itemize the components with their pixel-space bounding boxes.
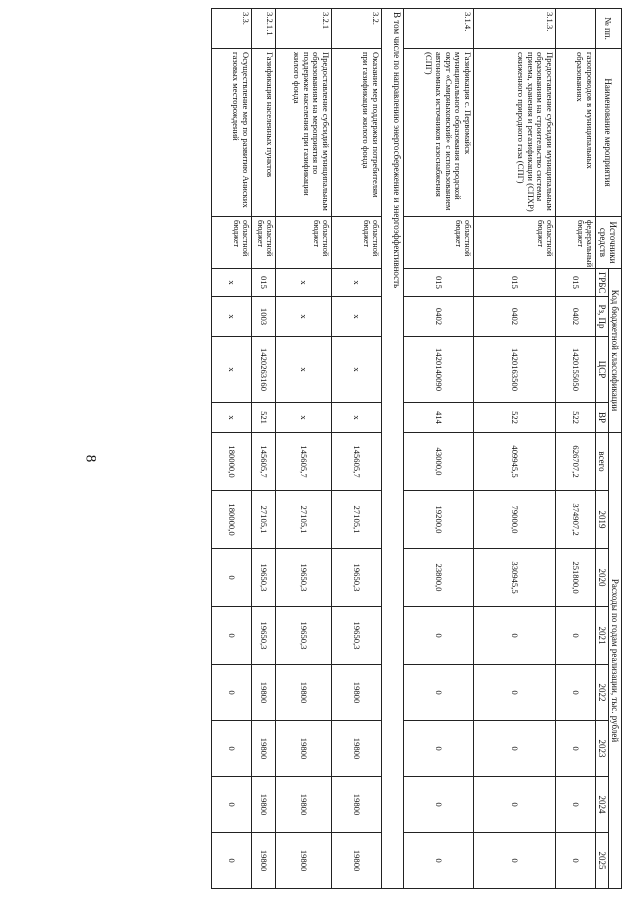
cell-csr: х xyxy=(275,337,331,403)
cell-year-value: 0 xyxy=(473,721,555,777)
cell-year-value: 0 xyxy=(555,665,595,721)
cell-year-value: 19800 xyxy=(331,665,381,721)
cell-year-value: 19800 xyxy=(275,777,331,833)
table-row xyxy=(331,9,381,889)
cell-year-value: 0 xyxy=(403,777,473,833)
cell-year-value: 19650,3 xyxy=(275,549,331,607)
cell-rzpr: х xyxy=(331,297,381,337)
cell-name: Предоставление субсидии муниципальным образованиям на строительство системы приема, хранения и регазификации (СПХР) сжиженного природного газа (СПГ) xyxy=(473,49,555,217)
cell-total: 145605,7 xyxy=(275,433,331,491)
header-year: 2021 xyxy=(595,607,608,665)
cell-year-value: 0 xyxy=(211,777,251,833)
cell-year-value: 0 xyxy=(403,721,473,777)
cell-no: 3.2.1 xyxy=(275,9,331,49)
cell-no: 3.1.4. xyxy=(403,9,473,49)
table-row xyxy=(473,9,555,889)
header-year: 2025 xyxy=(595,833,608,889)
cell-total: 145605,7 xyxy=(251,433,275,491)
table-row xyxy=(251,9,275,889)
cell-csr: 1420163500 xyxy=(473,337,555,403)
cell-total: 145605,7 xyxy=(331,433,381,491)
cell-name: Газификация населенных пунктов xyxy=(251,49,275,217)
cell-grbs: х xyxy=(331,269,381,297)
cell-rzpr: 1003 xyxy=(251,297,275,337)
cell-name: Газификация с. Первомайск муниципального образования городской округ «Смирныховский» с использованием автономных источников газоснабжения (СПГ) xyxy=(403,49,473,217)
cell-year-value: 0 xyxy=(473,607,555,665)
cell-rzpr: х xyxy=(211,297,251,337)
header-year: 2019 xyxy=(595,491,608,549)
cell-year-value: 0 xyxy=(473,777,555,833)
cell-source: областной бюджет xyxy=(403,217,473,269)
cell-total: 43000,0 xyxy=(403,433,473,491)
cell-year-value: 0 xyxy=(211,833,251,889)
header-year: 2024 xyxy=(595,777,608,833)
cell-year-value: 19650,3 xyxy=(331,607,381,665)
cell-year-value: 27105,1 xyxy=(251,491,275,549)
cell-total: 409945,5 xyxy=(473,433,555,491)
header-source: Источники средств xyxy=(595,217,621,269)
cell-year-value: 19800 xyxy=(275,833,331,889)
cell-vr: х xyxy=(275,403,331,433)
cell-vr: х xyxy=(211,403,251,433)
cell-total: 626707,2 xyxy=(555,433,595,491)
cell-source: областной бюджет xyxy=(473,217,555,269)
cell-year-value: 251800,0 xyxy=(555,549,595,607)
cell-csr: х xyxy=(211,337,251,403)
cell-grbs: 015 xyxy=(403,269,473,297)
cell-csr: 1420263160 xyxy=(251,337,275,403)
cell-rzpr: 0402 xyxy=(403,297,473,337)
cell-name: газопроводов в муниципальных образованиях xyxy=(555,49,595,217)
cell-year-value: 0 xyxy=(211,721,251,777)
cell-year-value: 19800 xyxy=(251,721,275,777)
cell-year-value: 79000,0 xyxy=(473,491,555,549)
header-year: 2023 xyxy=(595,721,608,777)
cell-year-value: 19650,3 xyxy=(275,607,331,665)
table-row xyxy=(555,9,595,889)
cell-grbs: х xyxy=(211,269,251,297)
budget-table xyxy=(211,8,622,889)
cell-csr: 1420140090 xyxy=(403,337,473,403)
cell-year-value: 19800 xyxy=(275,721,331,777)
cell-year-value: 19800 xyxy=(275,665,331,721)
cell-source: областной бюджет xyxy=(211,217,251,269)
cell-year-value: 0 xyxy=(211,665,251,721)
header-csr: ЦСР xyxy=(595,337,608,403)
cell-vr: 522 xyxy=(473,403,555,433)
cell-year-value: 19800 xyxy=(331,777,381,833)
cell-year-value: 0 xyxy=(473,665,555,721)
cell-name: Оказание мер поддержки потребителям при газификации жилого фонда xyxy=(331,49,381,217)
cell-csr: х xyxy=(331,337,381,403)
header-vr: ВР xyxy=(595,403,608,433)
cell-year-value: 27105,1 xyxy=(275,491,331,549)
cell-year-value: 330945,5 xyxy=(473,549,555,607)
cell-year-value: 0 xyxy=(211,607,251,665)
cell-rzpr: 0402 xyxy=(555,297,595,337)
cell-grbs: 015 xyxy=(251,269,275,297)
header-name: Наименование мероприятия xyxy=(595,49,621,217)
cell-grbs: 015 xyxy=(555,269,595,297)
cell-vr: 521 xyxy=(251,403,275,433)
header-grbs: ГРБС xyxy=(595,269,608,297)
cell-year-value: 19650,3 xyxy=(251,607,275,665)
page-number: 8 xyxy=(82,454,99,463)
cell-year-value: 19650,3 xyxy=(331,549,381,607)
cell-no: 3.1.3. xyxy=(473,9,555,49)
cell-name: Предоставление субсидий муниципальным образованиям на мероприятия по поддержке населения при газификации жилого фонда xyxy=(275,49,331,217)
cell-year-value: 0 xyxy=(403,607,473,665)
header-rzpr: Рз, Пр xyxy=(595,297,608,337)
cell-vr: 522 xyxy=(555,403,595,433)
cell-vr: 414 xyxy=(403,403,473,433)
cell-csr: 1420155050 xyxy=(555,337,595,403)
cell-year-value: 27105,1 xyxy=(331,491,381,549)
section-label: В том числе по направлению энергосбережение и энергоэффективность xyxy=(381,9,403,889)
cell-year-value: 0 xyxy=(403,833,473,889)
cell-year-value: 0 xyxy=(555,833,595,889)
cell-year-value: 0 xyxy=(555,607,595,665)
header-year: 2020 xyxy=(595,549,608,607)
cell-year-value: 19200,0 xyxy=(403,491,473,549)
cell-source: областной бюджет xyxy=(275,217,331,269)
cell-year-value: 0 xyxy=(473,833,555,889)
cell-year-value: 19800 xyxy=(251,665,275,721)
rotated-table-container xyxy=(162,8,622,888)
cell-year-value: 19800 xyxy=(251,777,275,833)
cell-year-value: 0 xyxy=(555,777,595,833)
cell-year-value: 19650,3 xyxy=(251,549,275,607)
cell-source: федеральный бюджет xyxy=(555,217,595,269)
cell-year-value: 0 xyxy=(211,549,251,607)
cell-year-value: 19800 xyxy=(251,833,275,889)
table-row xyxy=(211,9,251,889)
cell-year-value: 374907,2 xyxy=(555,491,595,549)
cell-grbs: 015 xyxy=(473,269,555,297)
cell-source: областной бюджет xyxy=(251,217,275,269)
cell-no xyxy=(555,9,595,49)
cell-rzpr: х xyxy=(275,297,331,337)
table-row xyxy=(403,9,473,889)
cell-source: областной бюджет xyxy=(331,217,381,269)
cell-total: 180000,0 xyxy=(211,433,251,491)
cell-no: 3.3. xyxy=(211,9,251,49)
cell-vr: х xyxy=(331,403,381,433)
header-expense-group: Расходы по годам реализации, тыс. рублей xyxy=(608,433,621,889)
cell-year-value: 19800 xyxy=(331,721,381,777)
cell-rzpr: 0402 xyxy=(473,297,555,337)
cell-no: 3.2. xyxy=(331,9,381,49)
header-code-group: Код бюджетной классификации xyxy=(608,269,621,433)
table-row xyxy=(275,9,331,889)
cell-grbs: х xyxy=(275,269,331,297)
cell-year-value: 0 xyxy=(555,721,595,777)
cell-year-value: 0 xyxy=(403,665,473,721)
cell-no: 3.2.1.1 xyxy=(251,9,275,49)
cell-year-value: 19800 xyxy=(331,833,381,889)
header-no: № пп. xyxy=(595,9,621,49)
cell-year-value: 180000,0 xyxy=(211,491,251,549)
header-total: всего xyxy=(595,433,608,491)
cell-name: Осуществление мер по развитию Аниских газовых месторождений xyxy=(211,49,251,217)
table-section-row xyxy=(381,9,403,889)
cell-year-value: 23800,0 xyxy=(403,549,473,607)
header-year: 2022 xyxy=(595,665,608,721)
